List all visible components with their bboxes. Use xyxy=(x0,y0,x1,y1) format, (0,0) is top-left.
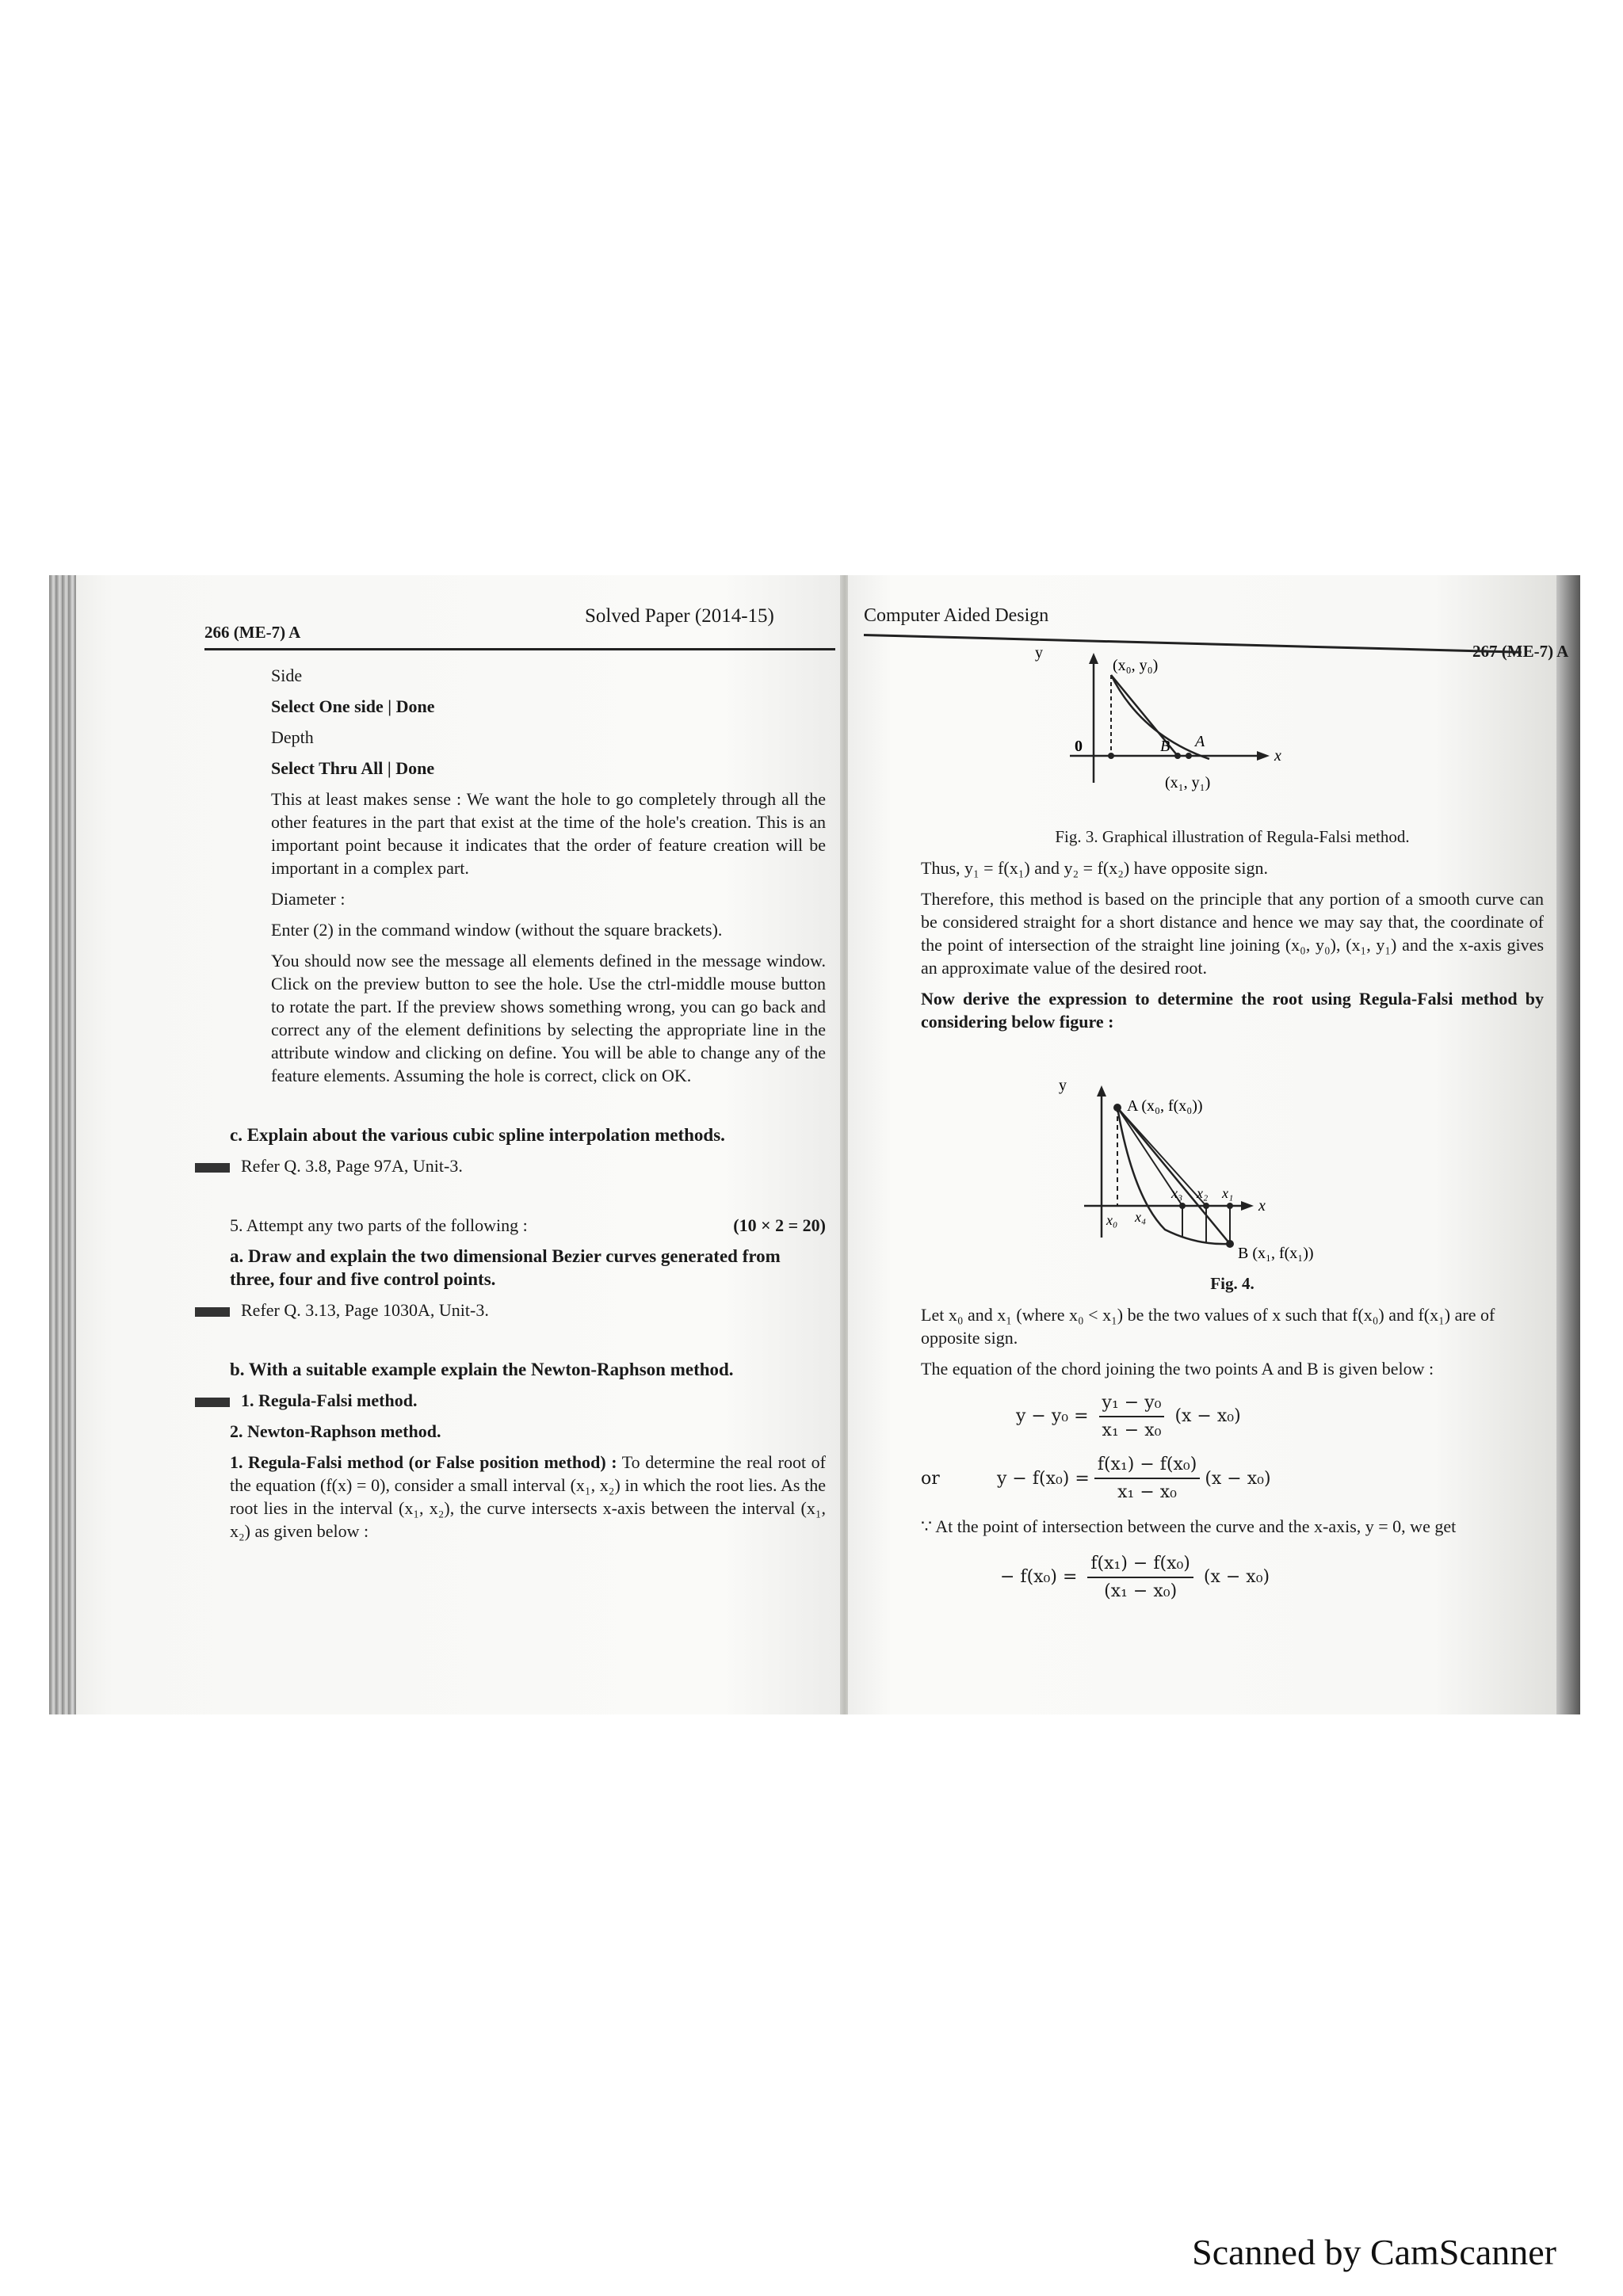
fig4-caption: Fig. 4. xyxy=(1210,1274,1254,1293)
left-page-number: 266 (ME-7) A xyxy=(204,623,301,642)
enter-diameter-line: Enter (2) in the command window (without the square brackets). xyxy=(271,920,723,940)
right-page xyxy=(848,575,1580,1714)
chord-paragraph: The equation of the chord joining the two points A and B is given below : xyxy=(921,1359,1434,1379)
eq2-fraction xyxy=(1094,1453,1201,1504)
fig3-point xyxy=(1174,753,1181,759)
fig3-caption: Fig. 3. Graphical illustration of Regula-Falsi method. xyxy=(1055,827,1410,846)
eq2-denominator: x₁ − x₀ xyxy=(1117,1482,1177,1502)
eq3-lhs: − f(x₀) = xyxy=(1000,1567,1078,1587)
answer-c xyxy=(195,1154,826,1177)
or-label: or xyxy=(921,1468,940,1489)
fig4-x-arrow-icon xyxy=(1241,1201,1254,1211)
spacer xyxy=(230,1329,826,1358)
eq3-denominator: (x₁ − x₀) xyxy=(1104,1581,1178,1601)
answer-b-1 xyxy=(195,1389,826,1412)
side-line: Side xyxy=(271,666,303,685)
fig4-x1-label: x₁ xyxy=(1222,1185,1234,1201)
answer-a xyxy=(195,1299,826,1322)
fig4-y-arrow-icon xyxy=(1097,1085,1106,1097)
fig3-origin-label: 0 xyxy=(1075,738,1083,755)
hole-paragraph: This at least makes sense : We want the hole to go completely through all the other features in the part that exist at the time of the hole's creation. This is an important point because it indicates that the order of feature creation will be important in a complex part. xyxy=(271,789,826,878)
eq2-numerator: f(x₁) − f(x₀) xyxy=(1094,1453,1201,1479)
page-edge-right xyxy=(1556,575,1580,1714)
ans-marker-icon xyxy=(195,1163,230,1173)
ans-marker-icon xyxy=(195,1398,230,1407)
regula-falsi-paragraph xyxy=(230,1451,826,1543)
scanned-book-spread xyxy=(49,575,1580,1714)
eq1-rhs: (x − x₀) xyxy=(1174,1406,1241,1426)
fig4-diagram xyxy=(1046,1079,1363,1263)
fig3-p0-label: (x₀, y₀) xyxy=(1113,657,1159,674)
left-header-rule xyxy=(204,648,835,650)
fig4-x3-label: x₃ xyxy=(1171,1185,1183,1201)
eq2-rhs: (x − x₀) xyxy=(1205,1468,1271,1489)
equation-1 xyxy=(1016,1391,1544,1442)
left-body-questions xyxy=(230,1123,826,1550)
spacer xyxy=(230,1185,826,1214)
therefore-paragraph: Therefore, this method is based on the principle that any portion of a smooth curve can be considered straight for a short distance and hence we may say that, the coordinate of the point of intersection of the straight line joining (x₀, y₀), (x₁, y₁) and the x-axis gives an approximate value of the desired root. xyxy=(921,889,1544,978)
regula-falsi-text: To determine the real root of the equation (f(x) = 0), consider a small interval (x₁, x₂) in which the root lies. As the root lies in the interval (x₁, x₂), the curve intersects x-axis between the interval (x₁, x₂) as given below : xyxy=(230,1452,827,1541)
eq1-denominator: x₁ − x₀ xyxy=(1102,1421,1162,1440)
question-c: c. Explain about the various cubic spline interpolation methods. xyxy=(230,1125,725,1145)
fig3-x-label: x xyxy=(1274,747,1281,765)
eq2-lhs: y − f(x₀) = xyxy=(997,1468,1090,1489)
eq1-fraction xyxy=(1099,1391,1165,1442)
fig3-b-label: B xyxy=(1160,738,1170,755)
answer-b-2: 2. Newton-Raphson method. xyxy=(230,1421,441,1441)
fig3-y-arrow-icon xyxy=(1089,653,1098,664)
fig3-a-label: A xyxy=(1195,733,1205,750)
let-paragraph: Let x₀ and x₁ (where x₀ < x₁) be the two values of x such that f(x₀) and f(x₁) are of opposite sign. xyxy=(921,1305,1495,1348)
eq3-rhs: (x − x₀) xyxy=(1203,1567,1270,1587)
page-edges-left xyxy=(49,575,76,1714)
fig4-x2-label: x₂ xyxy=(1197,1185,1209,1201)
right-running-title: Computer Aided Design xyxy=(864,605,1049,626)
fig4-x0-label: x₀ xyxy=(1106,1212,1118,1228)
fig4-x-label: x xyxy=(1258,1197,1266,1215)
question-5 xyxy=(230,1214,826,1237)
fig3-y-label: y xyxy=(1035,648,1043,662)
eq1-numerator: y₁ − y₀ xyxy=(1099,1391,1165,1417)
ans-marker-icon xyxy=(195,1307,230,1317)
thus-line: Thus, y₁ = f(x₁) and y₂ = f(x₂) have opposite sign. xyxy=(921,858,1268,878)
fig4-x4-label: x₄ xyxy=(1135,1209,1147,1225)
diameter-label: Diameter : xyxy=(271,889,346,909)
answer-c-text: Refer Q. 3.8, Page 97A, Unit-3. xyxy=(241,1156,463,1176)
fig3-x-arrow-icon xyxy=(1257,751,1270,761)
fig4-a-label: A (x₀, f(x₀)) xyxy=(1127,1097,1203,1115)
answer-a-text: Refer Q. 3.13, Page 1030A, Unit-3. xyxy=(241,1300,489,1320)
fig3-point xyxy=(1108,753,1114,759)
select-thru-all-line: Select Thru All | Done xyxy=(271,758,435,778)
fig4-point-a xyxy=(1113,1104,1121,1112)
left-page xyxy=(49,575,842,1714)
question-5-text: 5. Attempt any two parts of the following : xyxy=(230,1215,528,1235)
fig4-point xyxy=(1179,1203,1186,1209)
fig4-y-label: y xyxy=(1059,1079,1067,1094)
camscanner-watermark: Scanned by CamScanner xyxy=(1192,2232,1556,2272)
right-body-top xyxy=(921,826,1544,1041)
fig3-diagram xyxy=(1022,648,1292,807)
eq3-fraction xyxy=(1087,1552,1193,1603)
fig4-b-label: B (x₁, f(x₁)) xyxy=(1238,1245,1314,1262)
fig3-point xyxy=(1186,753,1192,759)
equation-2 xyxy=(921,1453,1544,1504)
right-body-bottom xyxy=(921,1272,1544,1603)
fig3-p1-label: (x₁, y₁) xyxy=(1165,774,1211,791)
question-5-marks: (10 × 2 = 20) xyxy=(733,1215,826,1235)
fig4-chord-2 xyxy=(1117,1108,1209,1206)
right-page-number: 267 (ME-7) A xyxy=(1472,642,1569,661)
answer-b-1-text: 1. Regula-Falsi method. xyxy=(241,1390,418,1410)
left-body-top xyxy=(271,664,826,1095)
fig4-point xyxy=(1227,1203,1233,1209)
equation-3 xyxy=(1000,1552,1544,1603)
regula-falsi-heading: 1. Regula-Falsi method (or False position method) : xyxy=(230,1452,617,1472)
eq3-numerator: f(x₁) − f(x₀) xyxy=(1087,1552,1193,1578)
derive-paragraph: Now derive the expression to determine the root using Regula-Falsi method by considering below figure : xyxy=(921,989,1544,1032)
eq1-lhs: y − y₀ = xyxy=(1016,1406,1089,1426)
fig4-point-b xyxy=(1226,1240,1234,1248)
depth-line: Depth xyxy=(271,727,314,747)
intersect-paragraph: ∵ At the point of intersection between the curve and the x-axis, y = 0, we get xyxy=(921,1516,1457,1536)
left-running-title: Solved Paper (2014-15) xyxy=(585,605,774,627)
question-a: a. Draw and explain the two dimensional Bezier curves generated from three, four and five control points. xyxy=(230,1246,781,1289)
preview-paragraph: You should now see the message all elements defined in the message window. Click on the preview button to see the hole. Use the ctrl-middle mouse button to rotate the part. If the preview shows something wrong, you can go back and correct any of the element definitions by selecting the appropriate line in the attribute window and clicking on define. You will be able to change any of the feature elements. Assuming the hole is correct, click on OK. xyxy=(271,951,826,1085)
select-one-side-line: Select One side | Done xyxy=(271,696,435,716)
question-b: b. With a suitable example explain the Newton-Raphson method. xyxy=(230,1360,734,1379)
fig4-point xyxy=(1203,1203,1209,1209)
